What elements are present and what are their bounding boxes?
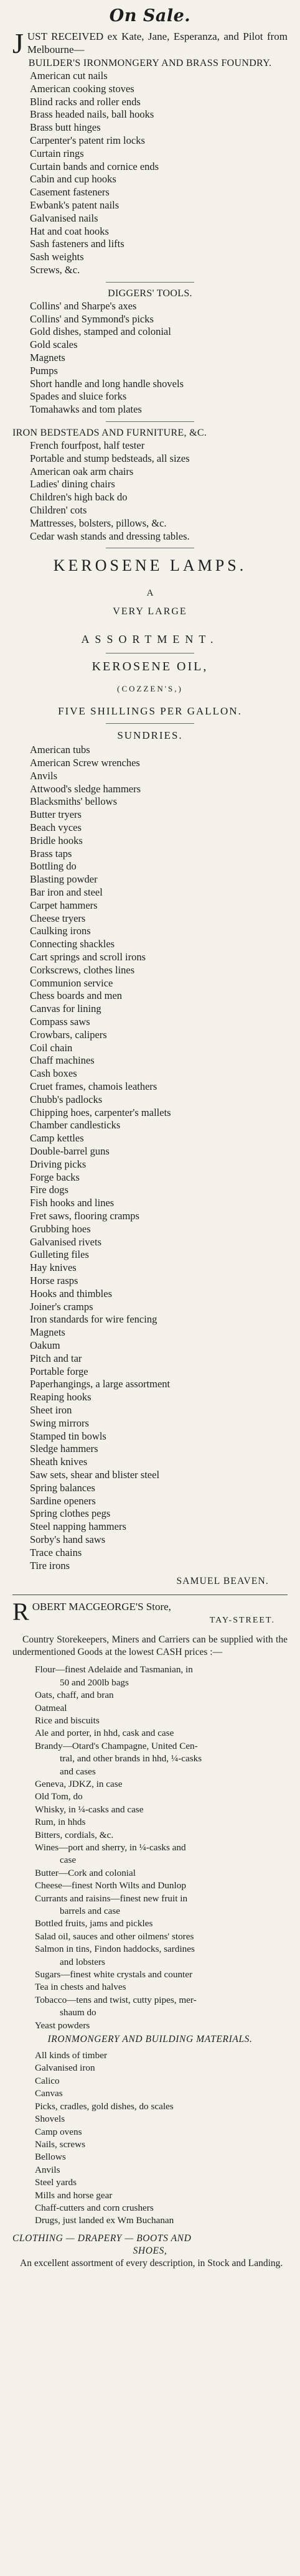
list-item: Hat and coat hooks — [30, 225, 109, 237]
list-item: Fire dogs — [30, 1184, 68, 1196]
list-item: 50 and 200lb bags — [60, 1677, 129, 1688]
list-item: Chaff-cutters and corn crushers — [35, 2202, 154, 2213]
list-item: Spades and sluice forks — [30, 390, 127, 403]
list-item: French fourfpost, half tester — [30, 439, 145, 451]
list-item: Butter—Cork and colonial — [35, 1867, 136, 1878]
divider — [106, 421, 194, 422]
list-item: Chamber candlesticks — [30, 1119, 121, 1131]
list-item: Saw sets, shear and blister steel — [30, 1468, 160, 1481]
sundries-heading: SUNDRIES. — [117, 729, 183, 742]
list-item: Spring balances — [30, 1481, 95, 1494]
list-item: Cash boxes — [30, 1067, 77, 1080]
list-item: Galvanised iron — [35, 2063, 95, 2074]
list-item: Ladies' dining chairs — [30, 478, 115, 490]
list-item: Bar iron and steel — [30, 886, 103, 899]
list-item: Grubbing hoes — [30, 1222, 91, 1235]
list-item: Double-barrel guns — [30, 1145, 110, 1157]
kerosene-lamps-heading: KEROSENE LAMPS. — [53, 556, 247, 575]
list-item: Swing mirrors — [30, 1417, 89, 1429]
list-item: Sash fasteners and lifts — [30, 238, 124, 250]
list-item: Tea in chests and halves — [35, 1982, 126, 1993]
list-item: Tomahawks and tom plates — [30, 403, 142, 416]
list-item: Salmon in tins, Findon haddocks, sardines — [35, 1944, 195, 1955]
list-item: Mills and horse gear — [35, 2190, 113, 2201]
list-item: tral, and other brands in hhd, ¼-casks — [60, 1753, 202, 1764]
list-item: Ale and porter, in hhd, cask and case — [35, 1728, 174, 1739]
list-item: Screws, &c. — [30, 263, 80, 276]
list-item: Sledge hammers — [30, 1443, 98, 1455]
maggeorge-dropcap: R — [12, 1598, 29, 1626]
list-item: Camp ovens — [35, 2126, 82, 2137]
list-item: Blind racks and roller ends — [30, 95, 141, 108]
list-item: Fish hooks and lines — [30, 1197, 115, 1209]
list-item: Magnets — [30, 1326, 65, 1339]
kerosene-assortment: ASSORTMENT. — [81, 633, 219, 646]
bedsteads-heading: IRON BEDSTEADS AND FURNITURE, &C. — [12, 427, 207, 438]
advertiser-signature: SAMUEL BEAVEN. — [176, 1576, 269, 1587]
list-item: Joiner's cramps — [30, 1300, 93, 1313]
list-item: Shovels — [35, 2114, 65, 2125]
building-materials-list — [12, 2049, 288, 2227]
list-item: Cart springs and scroll irons — [30, 951, 146, 963]
list-item: Sugars—finest white crystals and counter — [35, 1969, 193, 1980]
list-item: Magnets — [30, 351, 65, 363]
list-item: Geneva, JDKZ, in case — [35, 1778, 123, 1789]
list-item: Drugs, just landed ex Wm Buchanan — [35, 2215, 174, 2226]
list-item: Bottled fruits, jams and pickles — [35, 1918, 153, 1929]
maggeorge-heading — [12, 1600, 288, 1628]
list-item: Carpet hammers — [30, 899, 98, 911]
list-item: Bitters, cordials, &c. — [35, 1829, 114, 1840]
list-item: Caulking irons — [30, 925, 91, 937]
list-item: American tubs — [30, 744, 90, 756]
list-item: Canvas — [35, 2088, 63, 2099]
list-item: Mattresses, bolsters, pillows, &c. — [30, 517, 167, 529]
building-materials-heading: IRONMONGERY AND BUILDING MATERIALS. — [47, 2034, 253, 2045]
list-item: Sash weights — [30, 251, 84, 263]
list-item: Cedar wash stands and dressing tables. — [30, 530, 190, 542]
list-item: Canvas for lining — [30, 1003, 101, 1015]
divider — [106, 282, 194, 283]
list-item: Collins' and Sharpe's axes — [30, 299, 137, 312]
list-item: Nails, screws — [35, 2138, 85, 2150]
list-item: Horse rasps — [30, 1274, 78, 1286]
list-item: barrels and case — [60, 1906, 120, 1917]
clothing-notice — [12, 2232, 288, 2270]
list-item: Corkscrews, clothes lines — [30, 963, 135, 976]
list-item: Children's high back do — [30, 491, 128, 503]
list-item: Carpenter's patent rim locks — [30, 134, 145, 146]
list-item: Tobacco—tens and twist, cutty pipes, mer- — [35, 1994, 197, 2005]
list-item: shaum do — [60, 2007, 96, 2018]
list-item: Hooks and thimbles — [30, 1287, 112, 1300]
list-item: Pitch and tar — [30, 1352, 82, 1364]
list-item: Brandy—Otard's Champagne, United Cen- — [35, 1740, 198, 1751]
list-item: Flour—finest Adelaide and Tasmanian, in — [35, 1664, 193, 1675]
list-item: Blacksmiths' bellows — [30, 795, 118, 808]
list-item: Communion service — [30, 977, 113, 989]
list-item: Old Tom, do — [35, 1791, 83, 1802]
list-item: Chaff machines — [30, 1054, 95, 1067]
list-item: Hay knives — [30, 1262, 77, 1274]
list-item: Tire irons — [30, 1559, 70, 1571]
kerosene-very-large: VERY LARGE — [113, 606, 187, 617]
list-item: Curtain bands and cornice ends — [30, 160, 159, 172]
bedsteads-list — [12, 439, 288, 543]
list-item: Children' cots — [30, 503, 87, 516]
list-item: Whisky, in ¼-casks and case — [35, 1804, 144, 1815]
list-item: Cheese—finest North Wilts and Dunlop — [35, 1880, 186, 1891]
list-item: and cases — [60, 1766, 96, 1777]
list-item: Gold scales — [30, 339, 78, 351]
list-item: Attwood's sledge hammers — [30, 782, 141, 795]
list-item: Yeast powders — [35, 2020, 90, 2031]
list-item: Salad oil, sauces and other oilmens' stores — [35, 1931, 194, 1942]
list-item: Wines—port and sherry, in ¼-casks and — [35, 1842, 186, 1853]
list-item: Galvanised rivets — [30, 1235, 102, 1248]
list-item: Coil chain — [30, 1041, 73, 1054]
list-item: and lobsters — [60, 1956, 105, 1967]
list-item: Gold dishes, stamped and colonial — [30, 326, 171, 338]
list-item: Driving picks — [30, 1158, 87, 1170]
list-item: Beach vyces — [30, 822, 82, 834]
list-item: All kinds of timber — [35, 2050, 108, 2061]
list-item: Pumps — [30, 364, 58, 377]
sundries-list — [12, 744, 288, 1572]
list-item: Reaping hooks — [30, 1391, 91, 1403]
list-item: Portable and stump bedsteads, all sizes — [30, 452, 190, 464]
list-item: Chess boards and men — [30, 990, 123, 1002]
list-item: Picks, cradles, gold dishes, do scales — [35, 2101, 174, 2112]
list-item: Spring clothes pegs — [30, 1507, 111, 1520]
intro-text: UST RECEIVED ex Kate, Jane, Esperanza, and Pilot from Melbourne— — [27, 30, 288, 55]
diggers-heading: DIGGERS' TOOLS. — [108, 288, 192, 299]
list-item: Portable forge — [30, 1365, 88, 1377]
clothing-heading-line-1: CLOTHING — DRAPERY — BOOTS AND — [12, 2232, 192, 2244]
list-item: Stamped tin bowls — [30, 1430, 106, 1442]
list-item: Galvanised nails — [30, 212, 98, 224]
list-item: Sheet iron — [30, 1403, 72, 1416]
list-item: Paperhangings, a large assortment — [30, 1378, 171, 1390]
list-item: Butter tryers — [30, 808, 82, 821]
list-item: Bridle hooks — [30, 834, 83, 846]
maggeorge-store-name: OBERT MACGEORGE'S Store, — [32, 1601, 171, 1613]
list-item: Steel napping hammers — [30, 1520, 126, 1533]
divider — [106, 723, 194, 724]
list-item: American cooking stoves — [30, 82, 134, 95]
list-item: Collins' and Symmond's picks — [30, 312, 154, 325]
list-item: Casement fasteners — [30, 186, 110, 199]
diggers-list — [12, 300, 288, 416]
kerosene-oil-heading: KEROSENE OIL, — [91, 660, 209, 674]
list-item: Trace chains — [30, 1546, 82, 1558]
list-item: Bellows — [35, 2152, 66, 2163]
list-item: Sardine openers — [30, 1494, 96, 1507]
list-item: Bottling do — [30, 860, 77, 873]
list-item: American cut nails — [30, 70, 108, 82]
clothing-heading-line-2: SHOES, — [133, 2245, 167, 2256]
list-item: Brass headed nails, ball hooks — [30, 108, 154, 121]
list-item: Oakum — [30, 1339, 60, 1351]
list-item: case — [60, 1855, 77, 1866]
list-item: Blasting powder — [30, 873, 98, 886]
list-item: Brass taps — [30, 847, 72, 859]
maggeorge-intro: Country Storekeepers, Miners and Carriers can be supplied with the undermentioned Goods at the lowest CASH prices :— — [12, 1634, 288, 1658]
list-item: Rum, in hhds — [35, 1817, 86, 1828]
clothing-body: An excellent assortment of every description, in Stock and Landing. — [20, 2257, 283, 2269]
ironmongery-list — [12, 70, 288, 277]
list-item: Short handle and long handle shovels — [30, 377, 184, 390]
list-item: Camp kettles — [30, 1132, 84, 1145]
list-item: Iron standards for wire fencing — [30, 1313, 157, 1326]
intro-dropcap: J — [12, 27, 24, 59]
list-item: Ewbank's patent nails — [30, 199, 120, 211]
list-item: Oatmeal — [35, 1702, 67, 1713]
list-item: Gulleting files — [30, 1248, 89, 1261]
list-item: Compass saws — [30, 1016, 90, 1028]
list-item: Oats, chaff, and bran — [35, 1690, 114, 1701]
list-item: Crowbars, calipers — [30, 1028, 107, 1041]
list-item: Chipping hoes, carpenter's mallets — [30, 1106, 171, 1118]
maggeorge-goods-list — [12, 1664, 288, 2032]
list-item: Forge backs — [30, 1171, 80, 1183]
list-item: Anvils — [30, 769, 58, 782]
list-item: Brass butt hinges — [30, 121, 101, 134]
list-item: Curtain rings — [30, 147, 84, 159]
list-item: Chubb's padlocks — [30, 1093, 103, 1105]
ironmongery-heading: BUILDER'S IRONMONGERY AND BRASS FOUNDRY. — [28, 58, 272, 68]
list-item: Steel yards — [35, 2177, 77, 2188]
maggeorge-street: TAY-STREET. — [209, 1616, 275, 1626]
masthead: On Sale. — [109, 6, 191, 26]
list-item: American oak arm chairs — [30, 465, 134, 477]
list-item: Sorby's hand saws — [30, 1533, 106, 1545]
list-item: Connecting shackles — [30, 938, 115, 950]
list-item: Anvils — [35, 2164, 60, 2175]
list-item: American Screw wrenches — [30, 757, 140, 769]
kerosene-price: FIVE SHILLINGS PER GALLON. — [58, 705, 242, 718]
kerosene-a: A — [146, 588, 154, 599]
list-item: Calico — [35, 2075, 60, 2086]
intro-paragraph — [12, 27, 288, 59]
list-item: Cabin and cup hooks — [30, 173, 116, 185]
list-item: Sheath knives — [30, 1456, 88, 1468]
list-item: Cheese tryers — [30, 912, 86, 924]
list-item: Cruet frames, chamois leathers — [30, 1080, 157, 1093]
kerosene-brand: (COZZEN'S,) — [117, 684, 183, 694]
list-item: Currants and raisins—finest new fruit in — [35, 1893, 188, 1904]
list-item: Fret saws, flooring cramps — [30, 1209, 139, 1222]
list-item: Rice and biscuits — [35, 1715, 100, 1726]
